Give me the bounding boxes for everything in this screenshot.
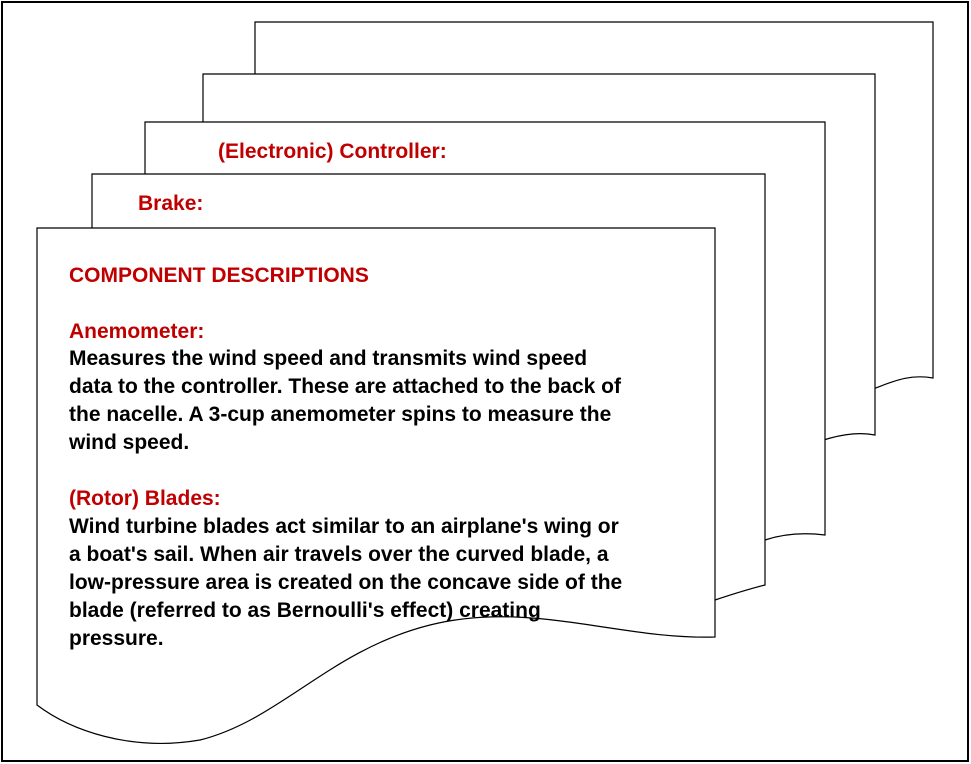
anemometer-line-2: data to the controller. These are attached to the back of [69,375,621,398]
brake-heading: Brake: [138,192,204,215]
blades-line-4: blade (referred to as Bernoulli's effect) creating [69,599,541,622]
anemometer-heading: Anemometer: [69,320,205,343]
blades-line-3: low-pressure area is created on the concave side of the [69,571,623,594]
controller-heading: (Electronic) Controller: [218,140,447,163]
anemometer-line-4: wind speed. [69,431,190,454]
page-title: COMPONENT DESCRIPTIONS [69,264,369,287]
blades-line-1: Wind turbine blades act similar to an airplane's wing or [69,515,619,538]
blades-heading: (Rotor) Blades: [69,487,221,510]
anemometer-line-3: the nacelle. A 3-cup anemometer spins to measure the [69,403,612,426]
blades-line-5: pressure. [69,627,164,650]
anemometer-line-1: Measures the wind speed and transmits wind speed [69,347,588,370]
blades-line-2: a boat's sail. When air travels over the curved blade, a [69,543,609,566]
